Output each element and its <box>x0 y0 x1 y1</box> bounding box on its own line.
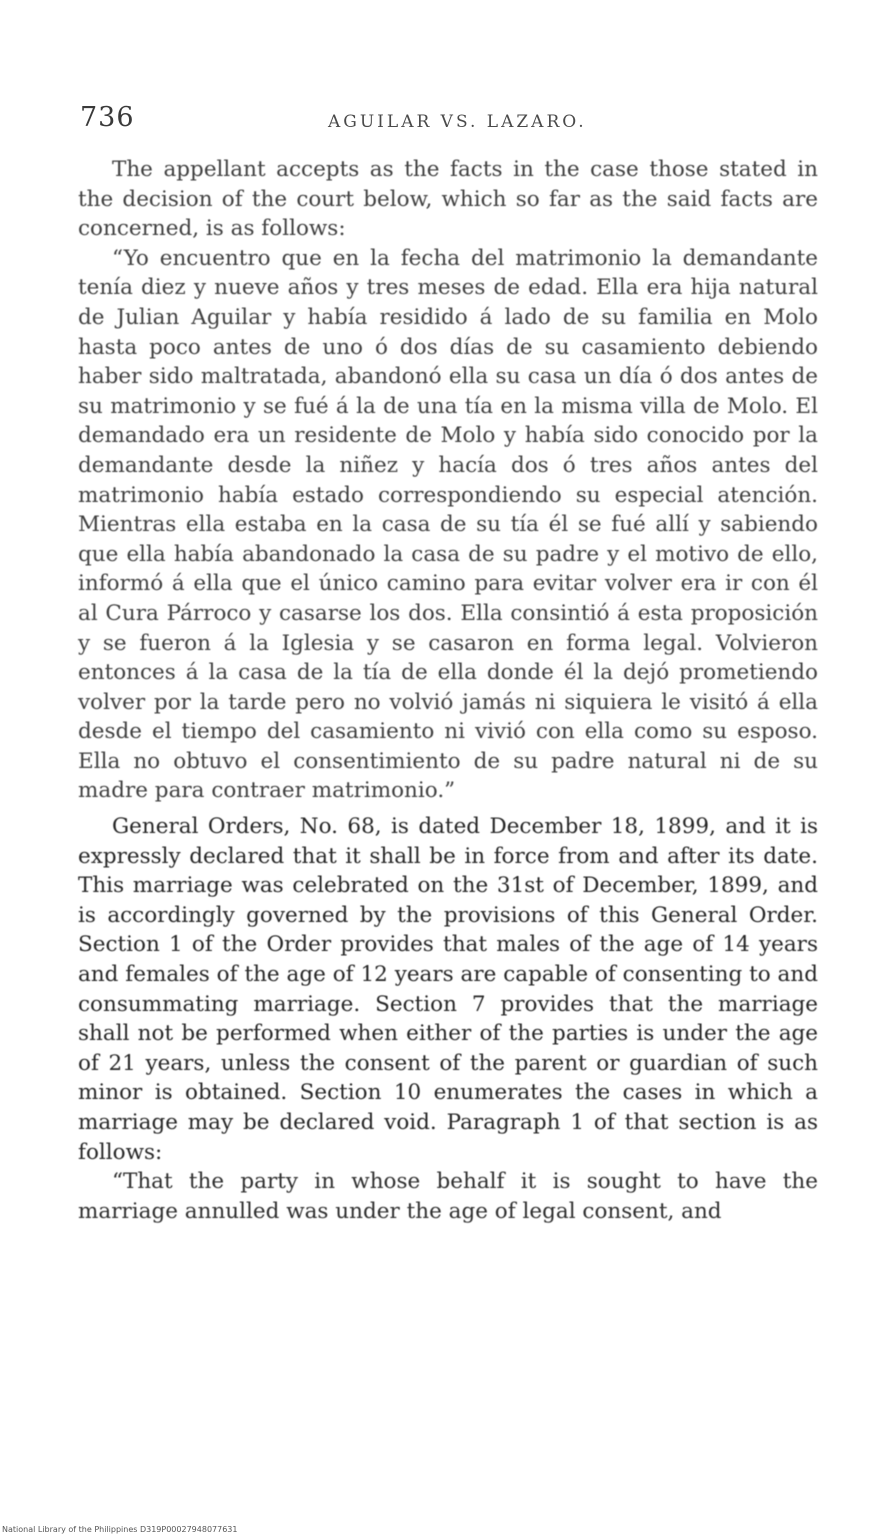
running-head: AGUILAR VS. LAZARO. <box>328 112 587 132</box>
paragraph-legal-consent: “That the party in whose behalf it is sought to have the marriage annulled was under the age of legal consent, and <box>78 1169 818 1224</box>
library-footer: National Library of the Philippines D319P00027948077631 <box>2 1525 238 1534</box>
paragraph-general-orders: General Orders, No. 68, is dated December 18, 1899, and it is expressly declared that it shall be in force from and after its date. This marriage was celebrated on the 31st of December, 1899, and is accordingly governed by the provisions of this General Order. Section 1 of the Order provides that males of the age of 14 years and females of the age of 12 years are capable of consenting to and consummating marriage. Section 7 provides that the marriage shall not be performed when either of the parties is under the age of 21 years, unless the consent of the parent or guardian of such minor is obtained. Section 10 enumerates the cases in which a marriage may be declared void. Paragraph 1 of that section is as follows: <box>78 814 818 1165</box>
paragraph-spanish-quote: “Yo encuentro que en la fecha del matrimonio la demandante tenía diez y nueve años y tres meses de edad. Ella era hija natural de Julian Aguilar y había residido á lado de su familia en Molo hasta poco antes de uno ó dos días de su casamiento debiendo haber sido maltratada, abandonó ella su casa un día ó dos antes de su matrimonio y se fué á la de una tía en la misma villa de Molo. El demandado era un residente de Molo y había sido conocido por la demandante desde la niñez y hacía dos ó tres años antes del matrimonio había estado correspondiendo su especial atención. Mientras ella estaba en la casa de su tía él se fué allí y sabiendo que ella había abandonado la casa de su padre y el motivo de ello, informó á ella que el único camino para evitar volver era ir con él al Cura Párroco y casarse los dos. Ella consintió á esta proposición y se fueron á la Iglesia y se casaron en forma legal. Volvieron entonces á la casa de la tía de ella donde él la dejó prometiendo volver por la tarde pero no volvió jamás ni siquiera le visitó á ella desde el tiempo del casamiento ni vivió con ella como su esposo. Ella no obtuvo el consentimiento de su padre natural ni de su madre para contraer matrimonio.” <box>78 245 818 804</box>
body-text <box>78 155 818 1226</box>
page-number: 736 <box>80 102 135 133</box>
page-header <box>78 102 818 142</box>
paragraph-appellant-facts: The appellant accepts as the facts in the case those stated in the decision of the court below, which so far as the said facts are concerned, is as follows: <box>78 157 818 242</box>
